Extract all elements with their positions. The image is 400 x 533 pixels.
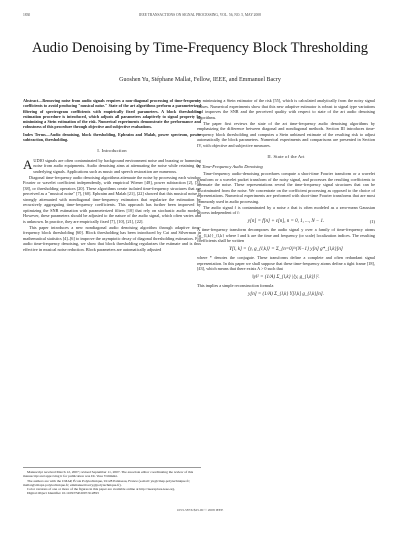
right-paragraph-4: The audio signal f is contaminated by a noise ε that is often modeled as a zero-mean Gaussian process independent of f:	[197, 204, 375, 215]
section-heading-state-of-art: II. State of the Art	[267, 154, 305, 159]
copyright-footer: 1053-587X/$25.00 © 2008 IEEE	[176, 508, 224, 512]
section-heading-introduction: I. Introduction	[97, 148, 127, 154]
page-number: 1830	[23, 13, 31, 17]
equation-2	[197, 247, 375, 253]
intro-paragraph-3: This paper introduces a new nondiagonal audio denoising algorithm through adaptive time-frequency block thresholding [60]. Block thresholding has been introduced by Cai and Silverman in mathematical statistics [4]–[6] to improve the asymptotic decay of diagonal thresholding estimators. For audio time-frequency denoising, we show that block thresholding regularizes the estimate and is thus effective in musical noise reduction. Block parameters are automatically adjusted	[23, 224, 201, 252]
equation-4-body: y[n] = (1/A) Σ_{l,k} Y[l,k] g_{l,k}[n].	[248, 291, 324, 297]
left-column	[23, 98, 201, 253]
drop-cap: A	[23, 156, 33, 172]
right-paragraph-1: by minimizing a Stein estimator of the risk [55], which is calculated analytically from the noisy signal values. Numerical experiments show that this new adaptive estimator is robust to signal type variations and improves the SNR and the perceived quality with respect to state of the art audio denoising algorithms.	[197, 98, 375, 120]
footnote-affiliation: The authors are with the CMAP, École Polytechnique, 91128 Palaiseau, France (e-mail: yu@cmap.polytechnique.fr; mallat@cmapx.polytechnique.fr; emmanuel.bacry@polytechnique.fr).	[23, 478, 190, 487]
abstract: Abstract—Removing noise from audio signals requires a non-diagonal processing of time-frequency coefficients to avoid producing "musical noise." State of the art algorithms perform a parameterized filtering of spectrogram coefficients with empirically fixed parameters. A block thresholding estimation procedure is introduced, which adjusts all parameters adaptively to signal property by minimizing a Stein estimation of the risk. Numerical experiments demonstrate the performance and robustness of this procedure through objective and subjective evaluations.	[23, 98, 201, 130]
index-terms: Index Terms—Audio denoising, block thresholding, Ephraim and Malah, power spectrum, power subtraction, thresholding.	[23, 131, 201, 143]
intro-paragraph-1	[23, 158, 201, 175]
equation-1-body: y[n] = f[n] + ε[n], n = 0, 1, ..., N − 1.	[247, 218, 325, 224]
right-paragraph-6: where * denotes the conjugate. These transforms define a complete and often redundant signal representation. In this paper we shall suppose that these time-frequency atoms define a tight frame [18], [43], which means that there exists A > 0 such that	[197, 255, 375, 271]
authors: Guoshen Yu, Stéphane Mallat, Fellow, IEEE, and Emmanuel Bacry	[119, 77, 281, 83]
footnotes	[23, 467, 201, 496]
equation-4	[197, 292, 375, 298]
intro-paragraph-2: Diagonal time-frequency audio denoising algorithms attenuate the noise by processing each window Fourier or wavelet coefficient independently, with empirical Wiener [48], power subtraction [2], [3], [38], or thresholding operators [20]. These algorithms create isolated time-frequency structures that are perceived as a "musical noise" [7], [60]. Ephraim and Malah [21], [22] showed that this musical noise is strongly attenuated with nondiagonal time-frequency estimators that regularize the estimation by recursively aggregating time-frequency coefficients. This approach has further been improved by optimizing the SNR estimation with parameterized filters [10] that rely on stochastic audio models. However, these parameters should be adjusted to the nature of the audio signal, which often varies and is unknown. In practice, they are empirically fixed [7], [10], [21], [22].	[23, 174, 201, 224]
footnote-received: Manuscript received March 12, 2007; revised September 11, 2007. The associate editor coordinating the review of this manuscript and approving it for publication was Dr. Vesa Välimäki.	[23, 470, 194, 479]
footnote-doi: Digital Object Identifier 10.1109/TSP.2007.912893	[27, 491, 99, 496]
right-paragraph-2: The paper first reviews the state of the art time-frequency audio denoising algorithms by emphasizing the difference between diagonal and nondiagonal methods. Section III introduces time-frequency block thresholding and computes a Stein unbiased estimate of the resulting risk to adjust automatically the block parameters. Numerical experiments and comparisons are presented in Section IV, with objective and subjective measures.	[197, 120, 375, 148]
right-paragraph-3: Time-frequency audio-denoising procedures compute a short-time Fourier transform or a wavelet transform or a wavelet packet transform of the noisy signal, and processes the resulting coefficients to attenuate the noise. These representations reveal the time-frequency signal structures that can be discriminated from the noise. We concentrate on the coefficient processing as opposed to the choice of representations. Numerical experiments are performed with short-time Fourier transforms that are most commonly used in audio processing.	[197, 171, 375, 204]
right-paragraph-5: A time-frequency transform decomposes the audio signal y over a family of time-frequency atoms {g_{l,k}}_{l,k} where l and k are the time and frequency (or scale) localization indices. The resulting coefficients shall be written	[197, 227, 375, 243]
subsection-heading: A. Time-Frequency Audio Denoising	[197, 163, 263, 169]
equation-3-body: ‖y‖² = (1/A) Σ_{l,k} |⟨y, g_{l,k}⟩|².	[252, 274, 320, 280]
intro-text-1: UDIO signals are often contaminated by background environment noise and buzzing or humming noise from audio equipments. Audio denoising aims at attenuating the noise while retaining the underlying signals. Applications such as music and speech restoration are numerous.	[33, 157, 201, 174]
running-header: IEEE TRANSACTIONS ON SIGNAL PROCESSING, VOL. 56, NO. 5, MAY 2008	[139, 13, 261, 17]
equation-3	[197, 275, 375, 281]
footnote-color: Color versions of one or more of the figures in this paper are available online at http://ieeexplore.ieee.org.	[27, 487, 176, 492]
right-paragraph-7: This implies a simple reconstruction formula	[197, 283, 274, 288]
equation-1	[197, 219, 375, 225]
equation-2-body: Y[l, k] = ⟨y, g_{l,k}⟩ = Σ_{n=0}^{N−1} y[n] g*_{l,k}[n]	[229, 246, 343, 252]
right-column	[197, 98, 375, 300]
equation-1-number: (1)	[369, 218, 375, 224]
paper-title: Audio Denoising by Time-Frequency Block Thresholding	[31, 40, 369, 56]
